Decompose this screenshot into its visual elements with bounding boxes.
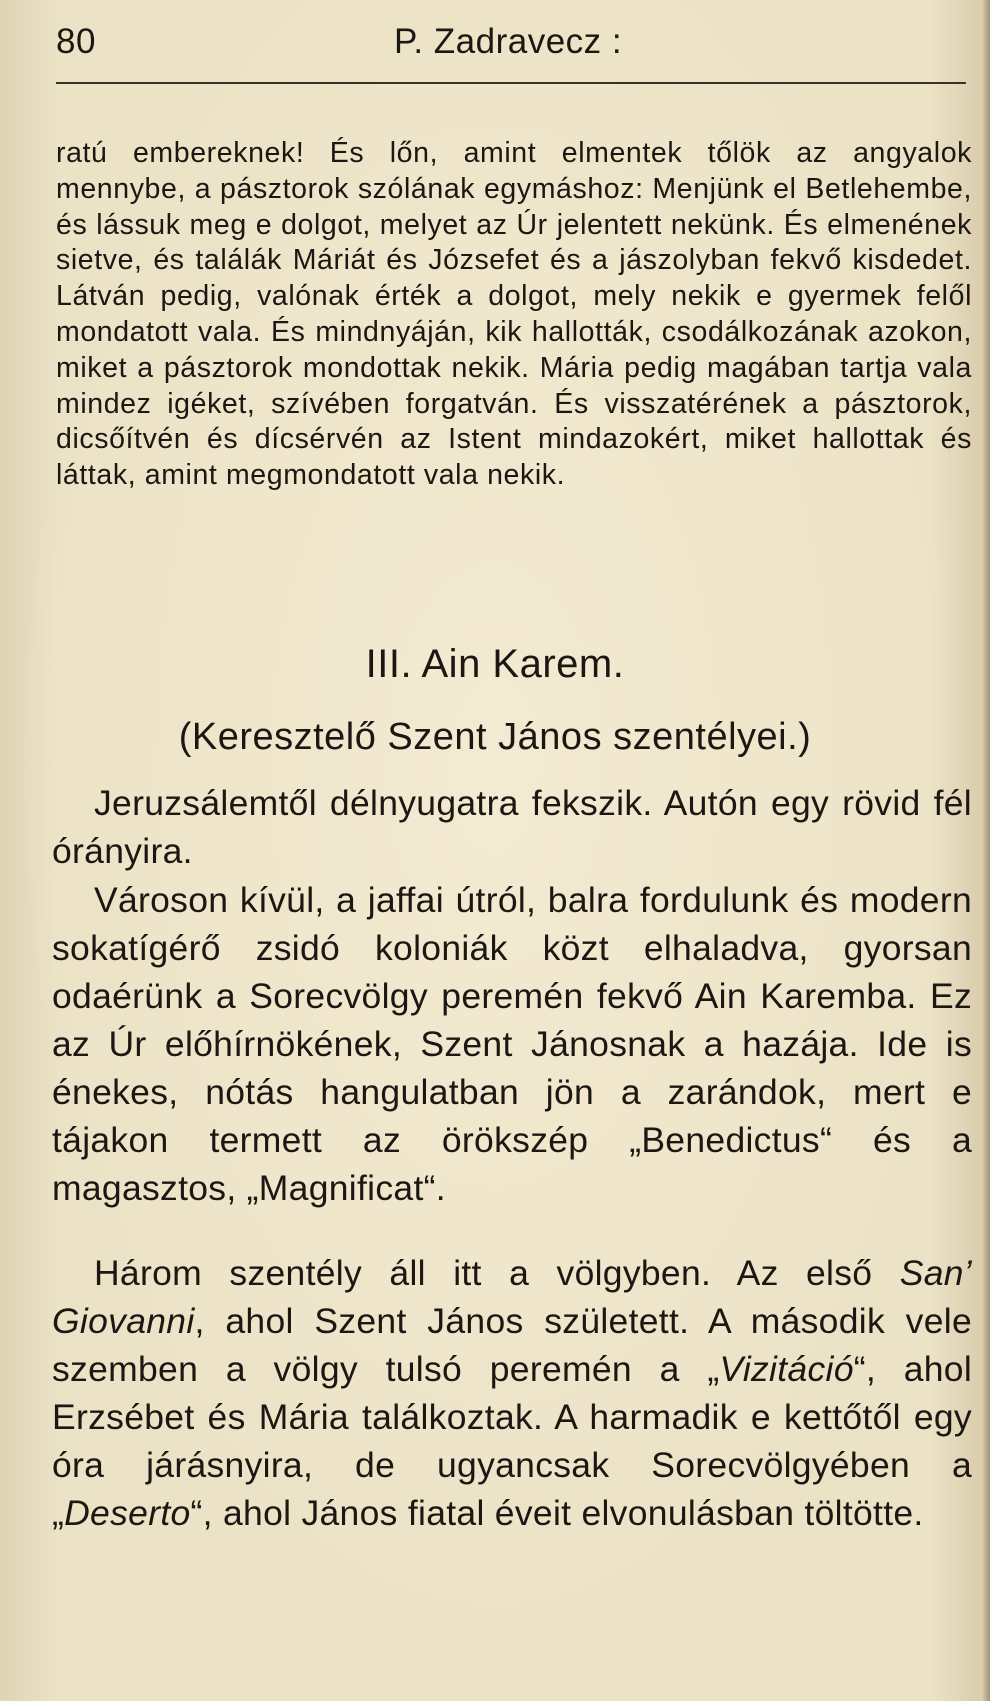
paragraph-3-text-b: , ahol Szent János született. A második vele szemben a völgy tulsó peremén a „ — [52, 1301, 972, 1389]
body-paragraph-2 — [52, 876, 972, 1212]
paragraph-3-text-d: “, ahol János fiatal éveit elvonulásban töltötte. — [190, 1493, 924, 1533]
page-edge-shadow — [982, 0, 990, 1701]
italic-san-giovanni: San’ Giovanni — [52, 1253, 972, 1341]
body-paragraph-3 — [52, 1249, 972, 1537]
italic-vizitacio: Vizitáció — [719, 1349, 854, 1389]
body-paragraph-1 — [52, 779, 972, 875]
intro-paragraph: ratú embereknek! És lőn, amint elmentek tőlök az angyalok mennybe, a pásztorok szólának egymáshoz: Menjünk el Betlehembe, és lássuk meg e dolgot, melyet az Úr jelentett nekünk. És elmenének sietve, és találák Máriát és Józsefet és a jászolyban fekvő kisdedet. Látván pedig, valónak érték a dolgot, mely nekik e gyermek felől mondatott vala. És mindnyáján, kik hallották, csodálkozának azokon, miket a pásztorok mondottak nekik. Mária pedig magában tartja vala mindez igéket, szívében forgatván. És visszatérének a pásztorok, dicsőítvén és dícsérvén az Istent mindazokért, miket hallottak és láttak, amint megmondatott vala nekik. — [56, 137, 972, 492]
paragraph-3-text-c: “, ahol Erzsébet és Mária találkoztak. A harmadik e kettőtől egy óra járásnyira, de ugyancsak Sorecvölgyében a „ — [52, 1349, 973, 1533]
section-heading: III. Ain Karem. — [365, 642, 625, 686]
paragraph-2-text: Városon kívül, a jaffai útról, balra fordulunk és modern sokatígérő zsidó koloniák közt elhaladva, gyorsan odaérünk a Sorecvölgy peremén fekvő Ain Karemba. Ez az Úr előhírnökének, Szent Jánosnak a hazája. Ide is énekes, nótás hangulatban jön a zarándok, mert e tájakon termett az örökszép „Benedictus“ és a magasztos, „Magnificat“. — [52, 880, 972, 1208]
italic-deserto: Deserto — [64, 1493, 191, 1533]
paragraph-3-text-a: Három szentély áll itt a völgyben. Az első — [94, 1253, 900, 1293]
header-rule — [56, 82, 966, 84]
page-header — [56, 22, 966, 82]
running-title: P. Zadravecz : — [394, 22, 623, 61]
section-subheading: (Keresztelő Szent János szentélyei.) — [178, 716, 812, 758]
paragraph-1-text: Jeruzsálemtől délnyugatra fekszik. Autón egy rövid fél órányira. — [52, 783, 972, 871]
page-number: 80 — [56, 22, 96, 61]
